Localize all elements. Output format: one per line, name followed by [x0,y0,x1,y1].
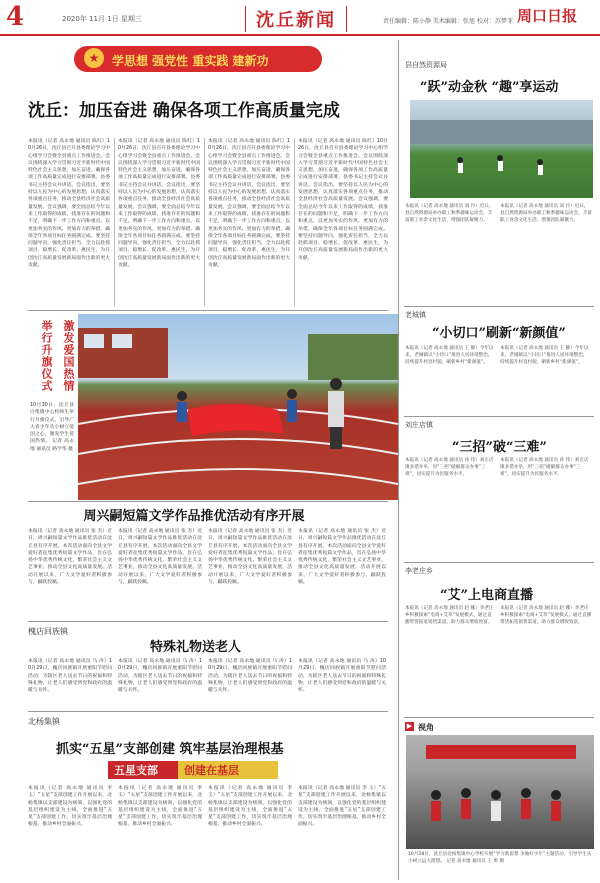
banner-slogan: 学思想 强党性 重实践 建新功 [112,54,269,68]
flag-photo-caption: 10月30日，沈丘县白集镇中心校师生举行升旗仪式，引导广大青少年从小树立爱国之心，激发学生爱国热情。 记者 高永地 通讯员 路学华 摄 [30,403,74,452]
story2-col3: 本报讯（记者 高永地 通讯员 张 杰）近日，周兴嗣短篇文学作品推优活动在沈丘县有序开展。本次活动面向全县文学爱好者征集优秀短篇文学作品，旨在弘扬中华优秀传统文化，繁荣社会主义文艺事业，推动全县文化高质量发展。活动开展以来，广大文学爱好者积极参与，踊跃投稿。 [208,529,292,586]
story4-col2: 本报讯（记者 高永地 通讯员 李 玉）“五星”支部创建工作开展以来，北杨集镇以支部建设为统领，以强化党的基层组织建设为主线，全面推进“五星”支部创建工作，切实筑牢基层治理根基，推动乡村全面振兴。 [118,786,202,828]
right-s2-col1: 本报讯（记者 高永地 通讯员 王 静）今年以来，老城镇以“小切口”推进人居环境整治，持续提升村容村貌，刷新乡村“新颜值”。 [405,346,494,365]
lead-body-col1: 本报讯（记者 高永地 通讯员 陈红）10月26日，沈丘县召开县委理论学习中心组学习会暨全县重点工作推进会。会议围绕深入学习贯彻习近平新时代中国特色社会主义思想，加压奋进，确保各项工作高质量完成进行安排部署。县委书记主持会议并讲话。会议指出，要坚持以人民为中心的发展思想，认真落实各项重点任务，推动全县经济社会高质量发展。会议强调，要全面总结今年以来工作取得的成绩，找准存在的问题和不足，明确下一步工作方向和重点，以更加务实的作风、更加有力的举措，确保全年各项目标任务圆满完成。要坚持问题导向，强化责任担当，全力以赴抓项目、稳增长、促改革、惠民生，为开创沈丘高质量发展新局面作出新的更大贡献。 [28,139,110,269]
story4-headline: 抓实“五星”支部创建 筑牢基层治理根基 [56,742,284,757]
newspaper-logo: 周口日报 [517,7,578,25]
story3-col1: 本报讯（记者 高永地 通讯员 马 涛）10月29日，槐店回族镇开展重阳节慰问活动，为辖区老人送去节日的祝福和特殊礼物，让老人们感受到党和政府的温暖与关怀。 [28,659,112,694]
right-s4-col2: 本报讯（记者 高永地 通讯员 赵 娜）李老庄乡积极探索“电商+艾草”发展模式，通过直播带货拓宽销售渠道，助力群众增收致富。 [500,606,592,625]
story3-col3: 本报讯（记者 高永地 通讯员 马 涛）10月29日，槐店回族镇开展重阳节慰问活动，为辖区老人送去节日的祝福和特殊礼物，让老人们感受到党和政府的温暖与关怀。 [208,659,292,694]
editor-credits: 责任编辑：陈小静 美术编辑：张旭 校对：苏梦菲 [383,18,513,25]
right-s4-col1: 本报讯（记者 高永地 通讯员 赵 娜）李老庄乡积极探索“电商+艾草”发展模式，通过直播带货拓宽销售渠道，助力群众增收致富。 [405,606,494,625]
right-s1-headline: “跃”动金秋 “趣”享运动 [420,80,559,95]
students-illustration [406,735,594,849]
story3-headline: 特殊礼物送老人 [150,640,242,655]
vertical-title-left: 举行升旗仪式 [40,320,53,392]
lead-body-col4: 本报讯（记者 高永地 通讯员 陈红）10月26日，沈丘县召开县委理论学习中心组学习会暨全县重点工作推进会。会议围绕深入学习贯彻习近平新时代中国特色社会主义思想，加压奋进，确保各项工作高质量完成进行安排部署。县委书记主持会议并讲话。会议指出，要坚持以人民为中心的发展思想，认真落实各项重点任务，推动全县经济社会高质量发展。会议强调，要全面总结今年以来工作取得的成绩，找准存在的问题和不足，明确下一步工作方向和重点，以更加务实的作风、更加有力的举措，确保全年各项目标任务圆满完成。要坚持问题导向，强化责任担当，全力以赴抓项目、稳增长、促改革、惠民生，为开创沈丘高质量发展新局面作出新的更大贡献。 [298,139,388,261]
party-emblem-icon: ★ [84,48,104,68]
story4-col4: 本报讯（记者 高永地 通讯员 李 玉）“五星”支部创建工作开展以来，北杨集镇以支部建设为统领，以强化党的基层组织建设为主线，全面推进“五星”支部创建工作，切实筑牢基层治理根基，推动乡村全面振兴。 [298,786,386,828]
right-s2-kicker: 老城镇 [405,311,426,319]
play-icon: ▶ [406,722,413,730]
right-s4-kicker: 李老庄乡 [405,567,433,575]
zoom-section-label: 视角 [418,723,434,732]
story2-col2: 本报讯（记者 高永地 通讯员 张 杰）近日，周兴嗣短篇文学作品推优活动在沈丘县有序开展。本次活动面向全县文学爱好者征集优秀短篇文学作品，旨在弘扬中华优秀传统文化，繁荣社会主义文艺事业，推动全县文化高质量发展。活动开展以来，广大文学爱好者积极参与，踊跃投稿。 [118,529,202,586]
flag-ceremony-photo [78,314,398,500]
flag-ceremony-illustration [78,314,398,500]
sports-meet-illustration [410,100,593,198]
lead-headline: 沈丘：加压奋进 确保各项工作高质量完成 [28,101,340,121]
lead-body-col2: 本报讯（记者 高永地 通讯员 陈红）10月26日，沈丘县召开县委理论学习中心组学习会暨全县重点工作推进会。会议围绕深入学习贯彻习近平新时代中国特色社会主义思想，加压奋进，确保各项工作高质量完成进行安排部署。县委书记主持会议并讲话。会议指出，要坚持以人民为中心的发展思想，认真落实各项重点任务，推动全县经济社会高质量发展。会议强调，要全面总结今年以来工作取得的成绩，找准存在的问题和不足，明确下一步工作方向和重点，以更加务实的作风、更加有力的举措，确保全年各项目标任务圆满完成。要坚持问题导向，强化责任担当，全力以赴抓项目、稳增长、促改革、惠民生，为开创沈丘高质量发展新局面作出新的更大贡献。 [118,139,200,269]
issue-date: 2020年 11月 1日 星期三 [62,15,142,23]
sports-meet-photo [410,100,593,198]
right-s3-col1: 本报讯（记者 高永地 通讯员 孙 伟）刘庄店镇多措并举，用“三招”破解群众办事“三难”，切实提升为民服务水平。 [405,458,494,477]
story2-col4: 本报讯（记者 高永地 通讯员 张 杰）近日，周兴嗣短篇文学作品推优活动在沈丘县有序开展。本次活动面向全县文学爱好者征集优秀短篇文学作品，旨在弘扬中华优秀传统文化，繁荣社会主义文艺事业，推动全县文化高质量发展。活动开展以来，广大文学爱好者积极参与，踊跃投稿。 [298,529,386,586]
right-s3-headline: “三招”破“三难” [452,440,547,455]
story3-col4: 本报讯（记者 高永地 通讯员 马 涛）10月29日，槐店回族镇开展重阳节慰问活动，为辖区老人送去节日的祝福和特殊礼物，让老人们感受到党和政府的温暖与关怀。 [298,659,386,694]
section-title: 沈丘新闻 [245,6,347,32]
right-s1-kicker: 县自然资源局 [405,61,447,69]
story4-col3: 本报讯（记者 高永地 通讯员 李 玉）“五星”支部创建工作开展以来，北杨集镇以支部建设为统领，以强化党的基层组织建设为主线，全面推进“五星”支部创建工作，切实筑牢基层治理根基，推动乡村全面振兴。 [208,786,292,828]
page-number: 4 [6,2,25,32]
right-s2-col2: 本报讯（记者 高永地 通讯员 王 静）今年以来，老城镇以“小切口”推进人居环境整治，持续提升村容村貌，刷新乡村“新颜值”。 [500,346,589,365]
right-s2-headline: “小切口”刷新“新颜值” [432,326,566,341]
five-star-badge [108,761,278,779]
zoom-photo-caption: 10月28日，沈丘县北杨集镇中心学校开展“学习新思想 争做好少年”主题活动，引导学生从小树立远大理想。 记者 高永地 通讯员 王 勇 摄 [408,852,592,864]
right-s1-col2: 本报讯（记者 高永地 通讯员 刘 丹）近日，县自然资源局举办职工秋季趣味运动会，丰富职工业余文化生活，增强团队凝聚力。 [500,204,592,223]
vertical-title-right: 激发爱国热情 [62,320,75,392]
story4-kicker: 北杨集镇 [28,717,60,726]
right-s4-headline: “艾”上电商直播 [440,588,533,603]
story3-col2: 本报讯（记者 高永地 通讯员 马 涛）10月29日，槐店回族镇开展重阳节慰问活动，为辖区老人送去节日的祝福和特殊礼物，让老人们感受到党和政府的温暖与关怀。 [118,659,202,694]
story2-col1: 本报讯（记者 高永地 通讯员 张 杰）近日，周兴嗣短篇文学作品推优活动在沈丘县有序开展。本次活动面向全县文学爱好者征集优秀短篇文学作品，旨在弘扬中华优秀传统文化，繁荣社会主义文艺事业，推动全县文化高质量发展。活动开展以来，广大文学爱好者积极参与，踊跃投稿。 [28,529,112,586]
five-star-badge-right: 创建在基层 [184,764,239,777]
right-s3-kicker: 刘庄店镇 [405,421,433,429]
right-s1-col1: 本报讯（记者 高永地 通讯员 刘 丹）近日，县自然资源局举办职工秋季趣味运动会，丰富职工业余文化生活，增强团队凝聚力。 [405,204,494,223]
story3-kicker: 槐店回族镇 [28,627,68,636]
right-s3-col2: 本报讯（记者 高永地 通讯员 孙 伟）刘庄店镇多措并举，用“三招”破解群众办事“三难”，切实提升为民服务水平。 [500,458,589,477]
five-star-badge-left: 五星支部 [114,764,158,777]
students-photo [406,735,594,849]
story4-col1: 本报讯（记者 高永地 通讯员 李 玉）“五星”支部创建工作开展以来，北杨集镇以支部建设为统领，以强化党的基层组织建设为主线，全面推进“五星”支部创建工作，切实筑牢基层治理根基，推动乡村全面振兴。 [28,786,112,828]
story2-headline: 周兴嗣短篇文学作品推优活动有序开展 [83,509,305,524]
lead-body-col3: 本报讯（记者 高永地 通讯员 陈红）10月26日，沈丘县召开县委理论学习中心组学习会暨全县重点工作推进会。会议围绕深入学习贯彻习近平新时代中国特色社会主义思想，加压奋进，确保各项工作高质量完成进行安排部署。县委书记主持会议并讲话。会议指出，要坚持以人民为中心的发展思想，认真落实各项重点任务，推动全县经济社会高质量发展。会议强调，要全面总结今年以来工作取得的成绩，找准存在的问题和不足，明确下一步工作方向和重点，以更加务实的作风、更加有力的举措，确保全年各项目标任务圆满完成。要坚持问题导向，强化责任担当，全力以赴抓项目、稳增长、促改革、惠民生，为开创沈丘高质量发展新局面作出新的更大贡献。 [208,139,290,269]
